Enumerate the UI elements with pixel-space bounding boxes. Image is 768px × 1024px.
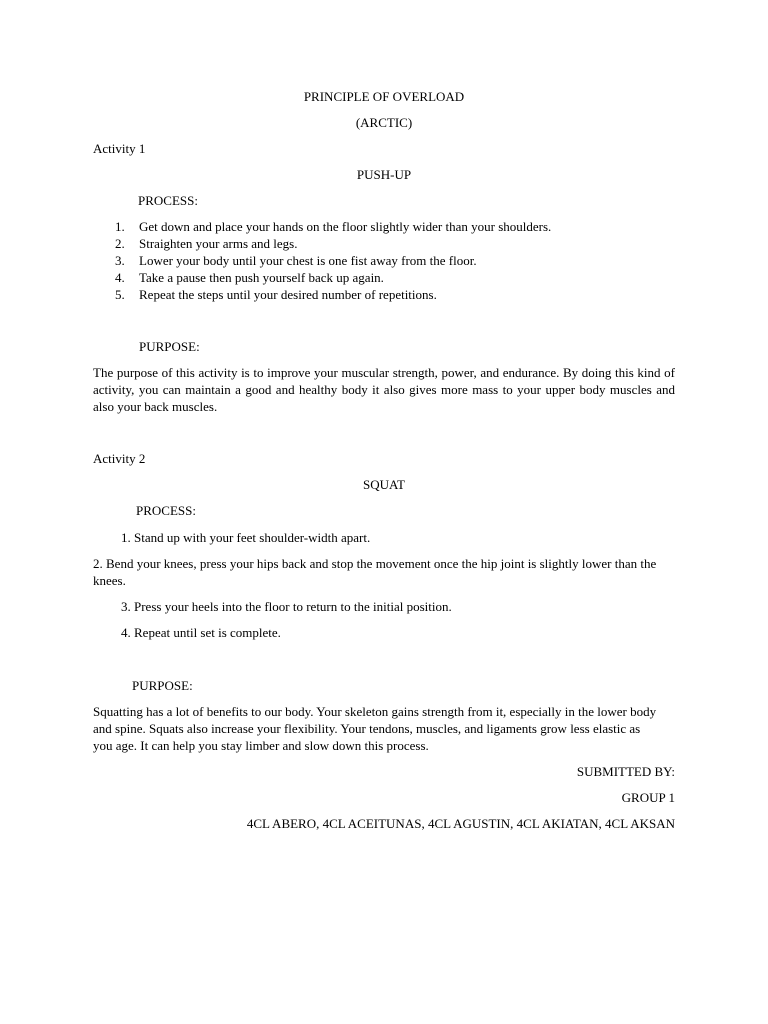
- activity-1-purpose-label: PURPOSE:: [139, 339, 200, 354]
- step-text: Take a pause then push yourself back up again.: [139, 270, 384, 285]
- activity-2-exercise-title: SQUAT: [363, 477, 405, 492]
- step-text: Get down and place your hands on the floor slightly wider than your shoulders.: [139, 219, 552, 234]
- activity-2-heading: Activity 2: [93, 451, 146, 466]
- submitted-by-label: SUBMITTED BY:: [576, 764, 675, 779]
- step-number: 4.: [115, 270, 125, 285]
- list-item: [93, 286, 675, 303]
- document-subtitle: (ARCTIC): [355, 115, 413, 130]
- activity-1-exercise-title: PUSH-UP: [356, 167, 412, 182]
- step-text: Lower your body until your chest is one fist away from the floor.: [139, 253, 477, 268]
- activity-1-heading: Activity 1: [93, 141, 146, 156]
- group-members: 4CL ABERO, 4CL ACEITUNAS, 4CL AGUSTIN, 4CL AKIATAN, 4CL AKSAN: [246, 816, 675, 831]
- activity-2-purpose-label: PURPOSE:: [132, 678, 193, 693]
- activity-2-step-1: 1. Stand up with your feet shoulder-width apart.: [121, 530, 371, 545]
- list-item: [93, 218, 675, 235]
- step-number: 3.: [115, 253, 125, 268]
- step-number: 5.: [115, 287, 125, 302]
- activity-1-steps-list: [93, 218, 675, 303]
- step-number: 1.: [115, 219, 125, 234]
- list-item: [93, 252, 675, 269]
- step-text: Straighten your arms and legs.: [139, 236, 298, 251]
- document-title: PRINCIPLE OF OVERLOAD: [303, 89, 465, 104]
- activity-2-step-3: 3. Press your heels into the floor to return to the initial position.: [121, 599, 452, 614]
- step-text: Repeat the steps until your desired number of repetitions.: [139, 287, 437, 302]
- activity-2-step-4: 4. Repeat until set is complete.: [121, 625, 281, 640]
- activity-2-process-label: PROCESS:: [136, 503, 196, 518]
- step-number: 2.: [115, 236, 125, 251]
- activity-2-step-2: 2. Bend your knees, press your hips back and stop the movement once the hip joint is slightly lower than the knees.: [93, 556, 657, 588]
- list-item: [93, 235, 675, 252]
- list-item: [93, 269, 675, 286]
- activity-1-process-label: PROCESS:: [138, 193, 198, 208]
- activity-2-purpose-text: Squatting has a lot of benefits to our body. Your skeleton gains strength from it, especially in the lower body and spine. Squats also increase your flexibility. Your tendons, muscles, and ligaments grow less elastic as you age. It can help you stay limber and slow down this process.: [93, 704, 657, 753]
- group-name: GROUP 1: [621, 790, 675, 805]
- activity-1-purpose-text: The purpose of this activity is to improve your muscular strength, power, and endurance. By doing this kind of activity, you can maintain a good and healthy body it also gives more mass to your upper body muscles and also your back muscles.: [93, 365, 675, 414]
